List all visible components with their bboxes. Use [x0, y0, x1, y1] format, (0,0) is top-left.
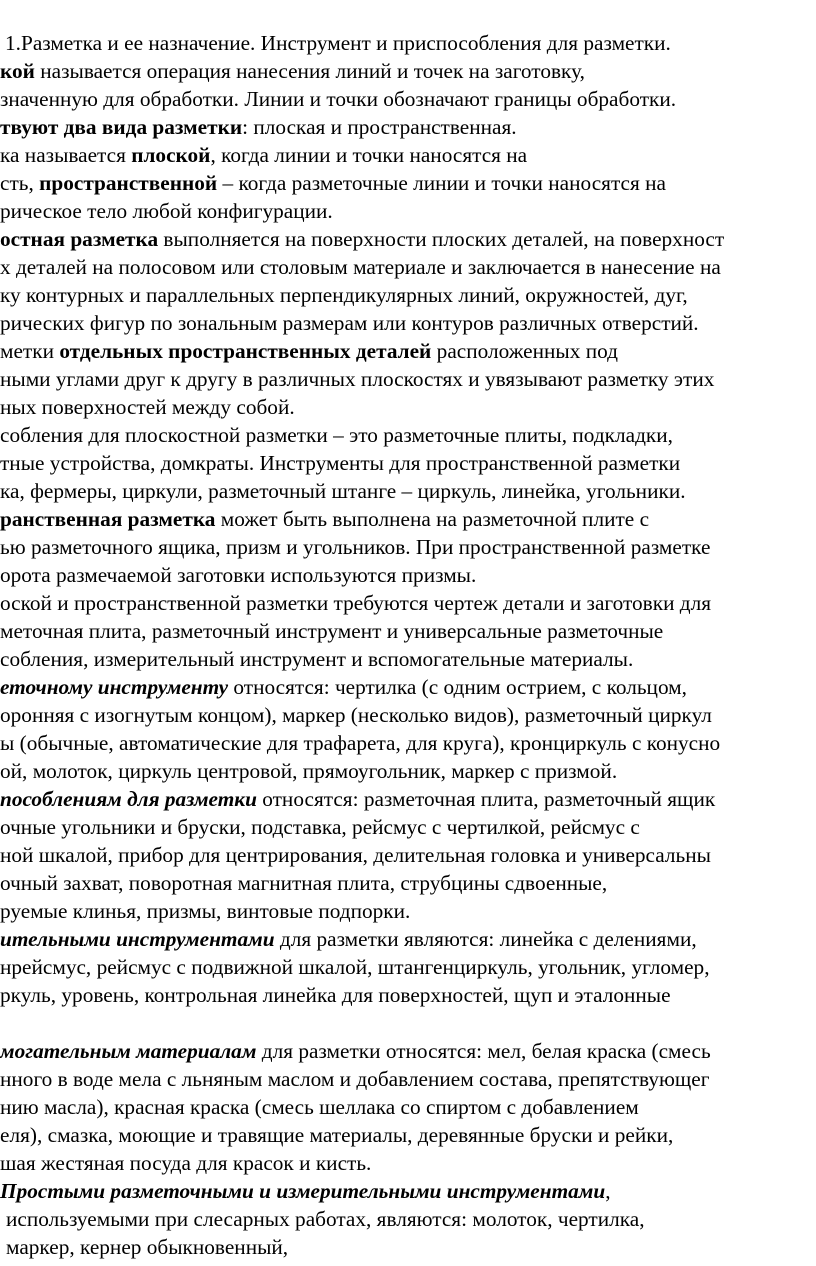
emphasis-text: могательным материалам [0, 1039, 257, 1063]
text-segment: , [605, 1179, 611, 1203]
emphasis-text: Простыми разметочными и измерительными инструментами [0, 1179, 606, 1203]
emphasis-text: ранственная разметка [0, 507, 216, 531]
text-segment: оской и пространственной разметки требуются чертеж детали и заготовки для [0, 591, 712, 615]
text-segment: ой, молоток, циркуль центровой, прямоугольник, маркер с призмой. [0, 759, 618, 783]
text-segment: тные устройства, домкраты. Инструменты для пространственной разметки [0, 451, 681, 475]
emphasis-text: еточному инструменту [0, 675, 229, 699]
text-line [0, 451, 680, 475]
text-line [0, 927, 697, 951]
text-segment: нного в воде мела с льняным маслом и добавлением состава, препятствующег [0, 1067, 710, 1091]
text-segment: может быть выполнена на разметочной плите с [215, 507, 650, 531]
text-segment: – когда разметочные линии и точки наносятся на [217, 171, 666, 195]
text-segment: еля), смазка, моющие и травящие материалы, деревянные бруски и рейки, [0, 1123, 674, 1147]
text-segment: ных поверхностей между собой. [0, 395, 295, 419]
text-line [0, 395, 295, 419]
text-line [0, 423, 673, 447]
text-segment: рическое тело любой конфигурации. [0, 199, 333, 223]
text-segment: выполняется на поверхности плоских деталей, на поверхност [158, 227, 725, 251]
text-segment: 1.Разметка и ее назначение. Инструмент и приспособления для разметки. [5, 31, 671, 55]
text-segment: собления, измерительный инструмент и вспомогательные материалы. [0, 647, 634, 671]
text-segment: ркуль, уровень, контрольная линейка для поверхностей, щуп и эталонные [0, 983, 671, 1007]
text-segment: х деталей на полосовом или столовым материале и заключается в нанесение на [0, 255, 721, 279]
text-segment: очные угольники и бруски, подставка, рейсмус с чертилкой, рейсмус с [0, 815, 640, 839]
text-line [0, 675, 687, 699]
text-segment: ью разметочного ящика, призм и угольников. При пространственной разметке [0, 535, 711, 559]
text-segment: собления для плоскостной разметки – это разметочные плиты, подкладки, [0, 423, 673, 447]
text-line [0, 507, 649, 531]
text-segment: меточная плита, разметочный инструмент и универсальные разметочные [0, 619, 664, 643]
emphasis-text: остная разметка [0, 227, 159, 251]
text-line [0, 647, 633, 671]
emphasis-text: пособлениям для разметки [0, 787, 257, 811]
text-segment: очный захват, поворотная магнитная плита, струбцины сдвоенные, [0, 871, 608, 895]
text-segment: значенную для обработки. Линии и точки обозначают границы обработки. [0, 87, 677, 111]
text-segment: оронняя с изогнутым концом), маркер (несколько видов), разметочный циркул [0, 703, 712, 727]
text-line [0, 983, 671, 1007]
emphasis-text: ительными инструментами [0, 927, 275, 951]
text-line [0, 311, 699, 335]
text-line [0, 115, 517, 139]
text-segment: ка, фермеры, циркули, разметочный штанге – циркуль, линейка, угольники. [0, 479, 686, 503]
text-line [0, 87, 676, 111]
text-segment: ной шкалой, прибор для центрирования, делительная головка и универсальны [0, 843, 711, 867]
text-segment: шая жестяная посуда для красок и кисть. [0, 1151, 372, 1175]
text-line [0, 1179, 611, 1203]
text-line [0, 563, 476, 587]
text-line [0, 899, 410, 923]
text-line [0, 143, 527, 167]
text-line [0, 1095, 639, 1119]
emphasis-text: твуют два вида разметки [0, 115, 243, 139]
emphasis-text: кой [0, 59, 35, 83]
text-line [0, 619, 663, 643]
emphasis-text: пространственной [39, 171, 218, 195]
text-segment: для разметки относятся: мел, белая краска (смесь [256, 1039, 711, 1063]
text-segment: используемыми при слесарных работах, являются: молоток, чертилка, [6, 1207, 645, 1231]
text-line [0, 815, 640, 839]
text-segment: относятся: чертилка (с одним острием, с кольцом, [228, 675, 687, 699]
text-segment: расположенных под [431, 339, 618, 363]
text-line [0, 703, 712, 727]
text-segment: нию масла), красная краска (смесь шеллака со спиртом с добавлением [0, 1095, 639, 1119]
text-line [0, 283, 688, 307]
text-segment: ка называется [0, 143, 132, 167]
text-segment: : плоская и пространственная. [242, 115, 517, 139]
text-line [0, 955, 710, 979]
text-line [0, 367, 714, 391]
text-line [6, 1235, 288, 1259]
text-line [0, 227, 724, 251]
text-segment: ы (обычные, автоматические для трафарета, для круга), кронциркуль с конусно [0, 731, 721, 755]
text-segment: сть, [0, 171, 40, 195]
text-segment: маркер, кернер обыкновенный, [6, 1235, 289, 1259]
text-line [0, 339, 618, 363]
text-line [0, 479, 686, 503]
text-line [0, 59, 585, 83]
emphasis-text: плоской [131, 143, 211, 167]
text-line [0, 843, 711, 867]
text-segment: относятся: разметочная плита, разметочный ящик [256, 787, 716, 811]
text-line [0, 1123, 673, 1147]
text-line [0, 871, 607, 895]
text-line [6, 1207, 645, 1231]
text-segment: ными углами друг к другу в различных плоскостях и увязывают разметку этих [0, 367, 715, 391]
text-line [0, 199, 333, 223]
text-segment: называется операция нанесения линий и точек на заготовку, [34, 59, 585, 83]
text-segment: , когда линии и точки наносятся на [210, 143, 528, 167]
text-segment: нрейсмус, рейсмус с подвижной шкалой, штангенциркуль, угольник, угломер, [0, 955, 710, 979]
text-segment: для разметки являются: линейка с делениями, [274, 927, 697, 951]
emphasis-text: отдельных пространственных деталей [59, 339, 432, 363]
text-line [0, 255, 721, 279]
text-line [0, 535, 710, 559]
text-line [0, 591, 711, 615]
text-segment: ку контурных и параллельных перпендикулярных линий, окружностей, дуг, [0, 283, 688, 307]
text-line [0, 1039, 711, 1063]
text-line [0, 731, 720, 755]
text-line [0, 1067, 709, 1091]
text-line [0, 171, 666, 195]
text-line [5, 31, 671, 55]
text-segment: метки [0, 339, 60, 363]
text-segment: руемые клинья, призмы, винтовые подпорки. [0, 899, 411, 923]
text-line [0, 1151, 371, 1175]
text-line [0, 787, 715, 811]
text-segment: рических фигур по зональным размерам или контуров различных отверстий. [0, 311, 699, 335]
text-segment: орота размечаемой заготовки используются призмы. [0, 563, 477, 587]
text-line [0, 759, 617, 783]
